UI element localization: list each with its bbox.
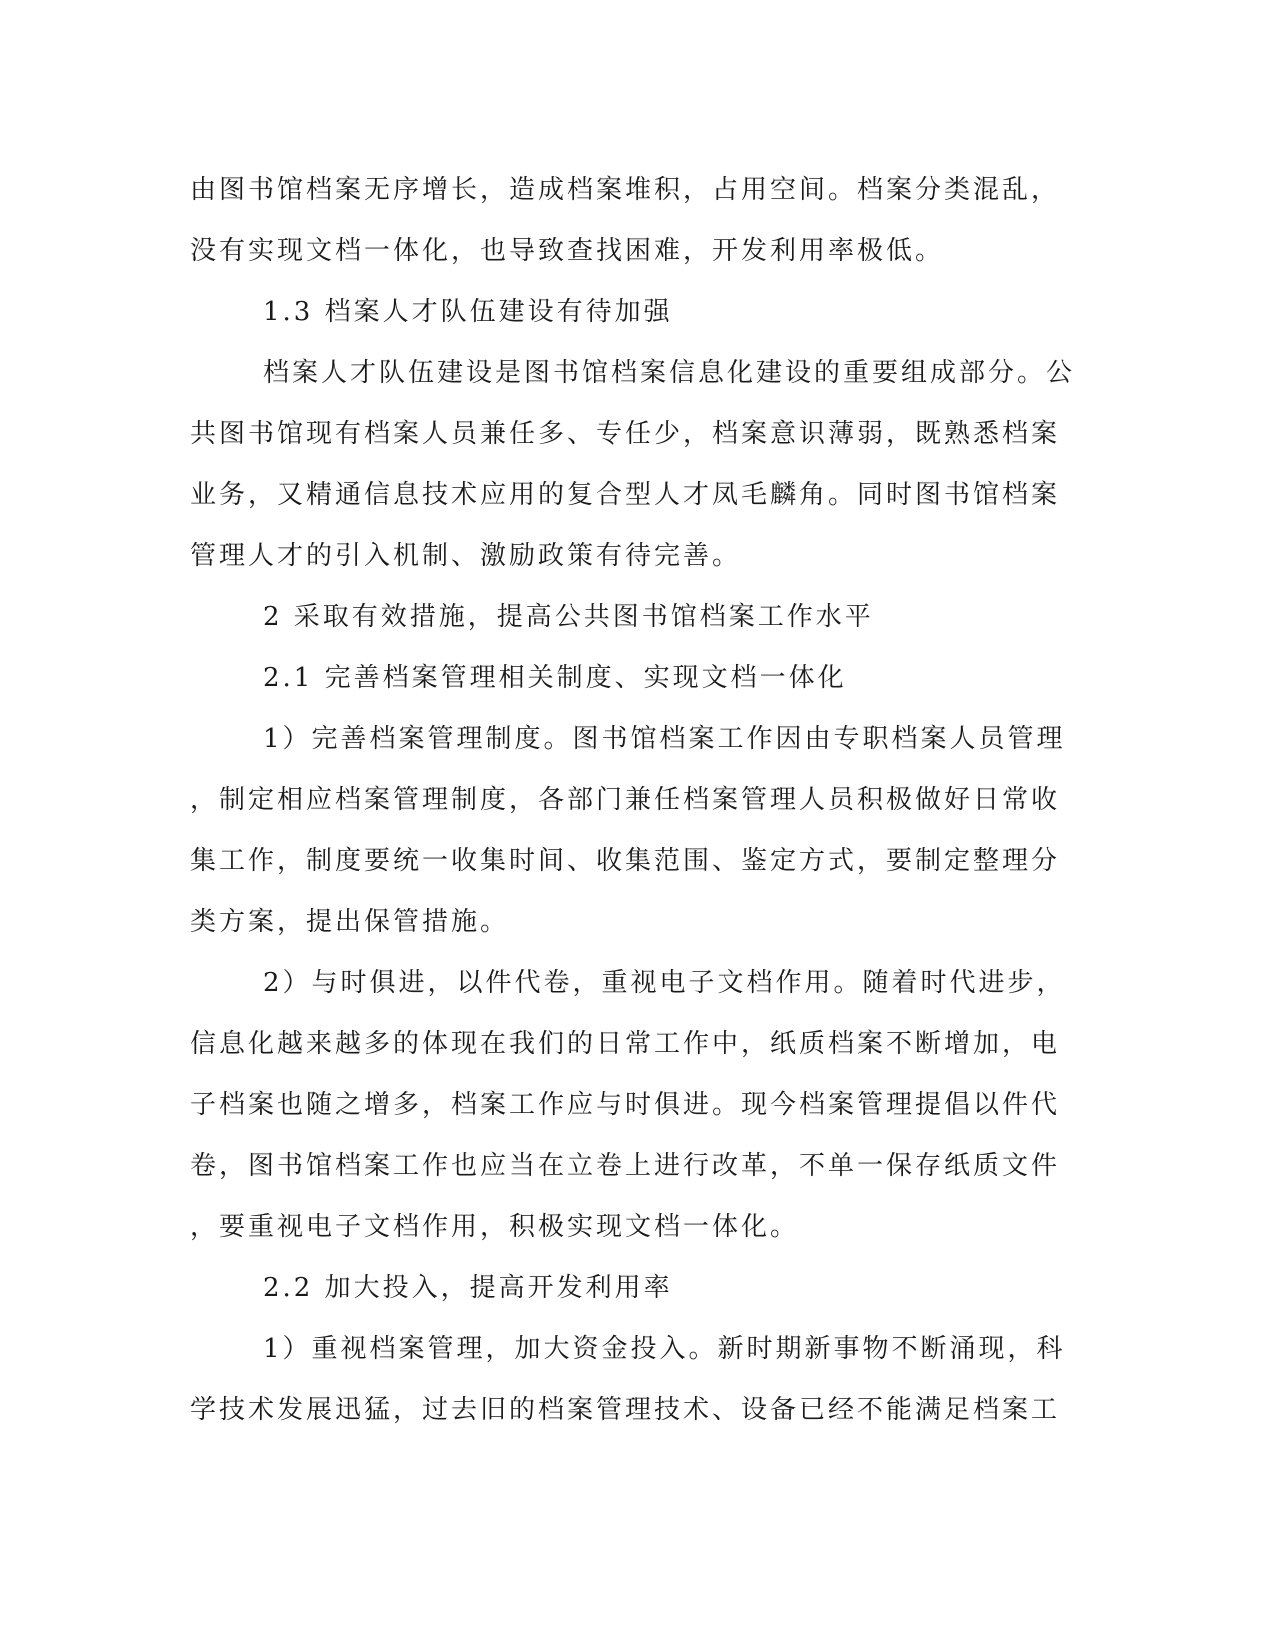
body-line: 子档案也随之增多，档案工作应与时俱进。现今档案管理提倡以件代 (190, 1090, 1061, 1120)
paragraph-start: 档案人才队伍建设是图书馆档案信息化建设的重要组成部分。公 (263, 358, 1076, 388)
body-line: 信息化越来越多的体现在我们的日常工作中，纸质档案不断增加，电 (190, 1029, 1061, 1059)
document-body (190, 160, 1076, 1441)
body-line: ，要重视电子文档作用，积极实现文档一体化。 (190, 1212, 800, 1242)
body-line: 没有实现文档一体化，也导致查找困难，开发利用率极低。 (190, 236, 945, 266)
body-line: 由图书馆档案无序增长，造成档案堆积，占用空间。档案分类混乱， (190, 175, 1061, 205)
section-heading-2-2: 2.2 加大投入，提高开发利用率 (263, 1273, 673, 1303)
body-line: 集工作，制度要统一收集时间、收集范围、鉴定方式，要制定整理分 (190, 846, 1061, 876)
body-line: 学技术发展迅猛，过去旧的档案管理技术、设备已经不能满足档案工 (190, 1395, 1061, 1425)
paragraph-start: 1）重视档案管理，加大资金投入。新时期新事物不断涌现，科 (263, 1334, 1066, 1364)
body-line: 类方案，提出保管措施。 (190, 907, 510, 937)
section-heading-2: 2 采取有效措施，提高公共图书馆档案工作水平 (263, 602, 874, 632)
body-line: 管理人才的引入机制、激励政策有待完善。 (190, 541, 742, 571)
body-line: 卷，图书馆档案工作也应当在立卷上进行改革，不单一保存纸质文件 (190, 1151, 1061, 1181)
section-heading-2-1: 2.1 完善档案管理相关制度、实现文档一体化 (263, 663, 847, 693)
body-line: ，制定相应档案管理制度，各部门兼任档案管理人员积极做好日常收 (190, 785, 1061, 815)
section-heading-1-3: 1.3 档案人才队伍建设有待加强 (263, 297, 673, 327)
paragraph-start: 1）完善档案管理制度。图书馆档案工作因由专职档案人员管理 (263, 724, 1066, 754)
body-line: 业务，又精通信息技术应用的复合型人才凤毛麟角。同时图书馆档案 (190, 480, 1061, 510)
paragraph-start: 2）与时俱进，以件代卷，重视电子文档作用。随着时代进步， (263, 968, 1066, 998)
body-line: 共图书馆现有档案人员兼任多、专任少，档案意识薄弱，既熟悉档案 (190, 419, 1061, 449)
